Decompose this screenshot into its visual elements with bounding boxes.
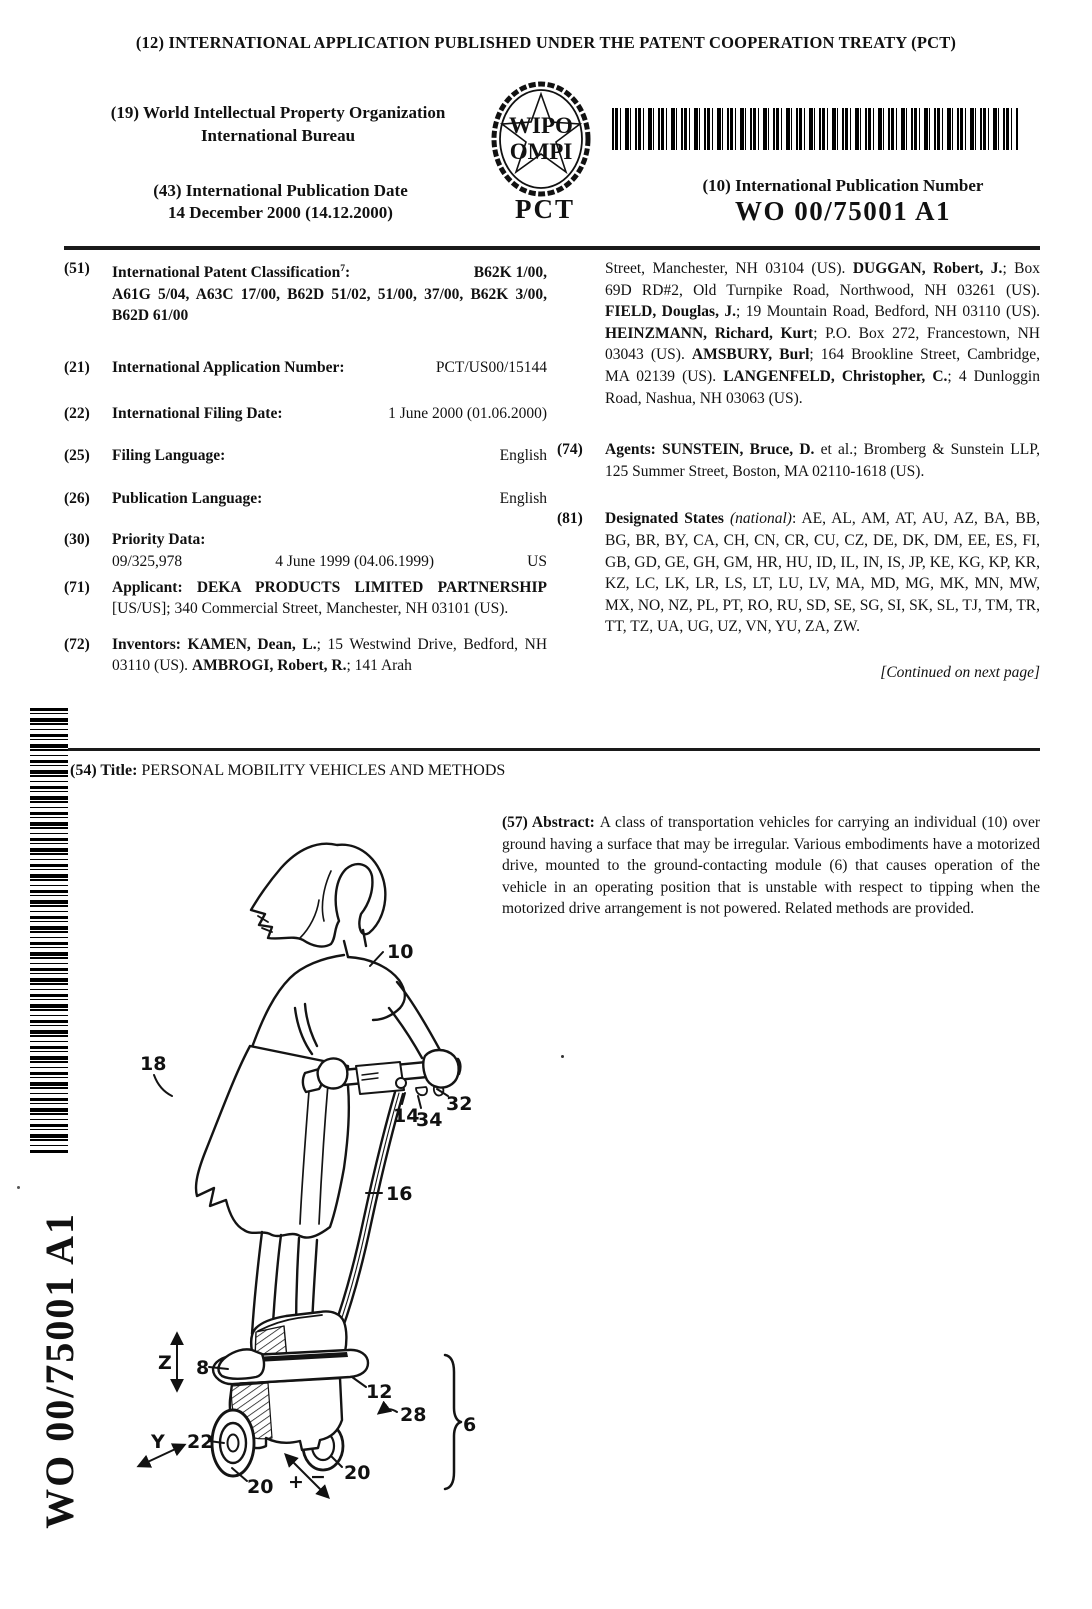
priority-date: 4 June 1999 (04.06.1999): [275, 552, 435, 570]
application-number-label: International Application Number:: [112, 358, 345, 376]
inventors-text: Inventors: KAMEN, Dean, L.; 15 Westwind Drive, Bedford, NH 03110 (US). AMBROGI, Robert, R.; 141 Arah: [112, 635, 548, 675]
pct-header-line: (12) INTERNATIONAL APPLICATION PUBLISHED UNDER THE PATENT COOPERATION TREATY (PCT): [135, 33, 957, 52]
ref-10: 10: [387, 941, 414, 963]
ref-20-right: 20: [344, 1462, 371, 1484]
filing-date-value: 1 June 2000 (01.06.2000): [388, 404, 547, 422]
publication-date-value: 14 December 2000 (14.12.2000): [168, 203, 393, 222]
application-number-value: PCT/US00/15144: [435, 358, 547, 376]
filing-language-label: Filing Language:: [112, 447, 226, 465]
ref-6: 6: [463, 1414, 477, 1436]
ref-16: 16: [386, 1183, 413, 1205]
field-number: (51): [64, 260, 90, 277]
barcode-icon-vertical: [30, 708, 68, 1154]
ref-18: 18: [140, 1053, 167, 1075]
priority-country: US: [527, 552, 547, 570]
agents-text: Agents: SUNSTEIN, Bruce, D. et al.; Bromberg & Sunstein LLP, 125 Summer Street, Boston, MA 02110-1618 (US).: [605, 441, 1040, 480]
priority-application: 09/325,978: [112, 552, 183, 570]
field-number: (30): [64, 531, 90, 549]
wipo-org-line1: (19) World Intellectual Property Organization: [110, 103, 446, 122]
wipo-globe-logo-icon: [490, 80, 592, 198]
bibliography-right-column: [557, 258, 1040, 684]
ref-22: 22: [187, 1431, 214, 1453]
publication-date-block: [98, 180, 463, 224]
publication-date-label: (43) International Publication Date: [153, 181, 408, 200]
field-number: (26): [64, 489, 90, 507]
barcode-icon: [612, 108, 1018, 150]
continued-on-next-page: [Continued on next page]: [880, 663, 1040, 681]
ipc-first-code: B62K 1/00,: [473, 264, 547, 282]
field-21-application-number: [64, 357, 547, 379]
publication-language-label: Publication Language:: [112, 489, 263, 507]
wipo-org-block: [78, 101, 478, 147]
ref-28: 28: [400, 1404, 427, 1426]
field-number: (71): [64, 578, 90, 596]
wipo-org-line2: International Bureau: [200, 126, 356, 145]
axis-minus-label: −: [310, 1466, 326, 1488]
figure-1-drawing: [110, 830, 480, 1520]
field-22-filing-date: [64, 403, 547, 425]
abstract-paragraph: (57) Abstract: A class of transportation vehicles for carrying an individual (10) over ground having a surface that may be irregular. Various embodiments have a motorized drive, mounted to the ground-contacting module (6) that causes operation of the vehicle in an operating position that is unstable with respect to tipping when the motorized drive arrangement is not powered. Related methods are provided.: [502, 814, 1040, 918]
field-26-publication-language: [64, 488, 547, 510]
bibliography-left-column: [64, 258, 547, 677]
side-publication-number: WO 00/75001 A1: [36, 1212, 82, 1529]
publication-number-value: WO 00/75001 A1: [734, 196, 951, 226]
applicant-text: Applicant: DEKA PRODUCTS LIMITED PARTNERSHIP [US/US]; 340 Commercial Street, Manchester, NH 03101 (US).: [112, 578, 547, 618]
header-divider: [64, 246, 1040, 250]
field-71-applicant: [64, 577, 547, 620]
field-number: (74): [557, 441, 583, 459]
scan-artifact-dot: [561, 1055, 564, 1058]
ipc-label: International Patent Classification$^7$:: [112, 263, 351, 282]
title-section-divider: [66, 748, 1040, 751]
field-30-priority-data: [64, 529, 547, 572]
publication-language-value: English: [499, 489, 547, 507]
designated-states-text: Designated States (national): AE, AL, AM, AT, AU, AZ, BA, BB, BG, BR, BY, CA, CH, CN, CR, CU, CZ, DE, DK, DM, EE, ES, FI, GB, GD, GE, GH, GM, HR, HU, ID, IL, IN, IS, JP, KE, KG, KP, KR, KZ, LC, LK, LR, LS, LT, LU, LV, MA, MD, MG, MK, MN, MW, MX, NO, NZ, PL, PT, RO, RU, SD, SE, SG, SI, SK, SL, TJ, TM, TR, TT, TZ, UA, UG, UZ, VN, YU, ZA, ZW.: [605, 510, 1040, 636]
inventors-continued-text: Street, Manchester, NH 03104 (US). DUGGAN, Robert, J.; Box 69D RD#2, Old Turnpike Road, Northwood, NH 03261 (US). FIELD, Douglas, J.; 19 Mountain Road, Bedford, NH 03110 (US). HEINZMANN, Richard, Kurt; P.O. Box 272, Francestown, NH 03043 (US). AMSBURY, Burl; 164 Brookline Street, Cambridge, MA 02139 (US). LANGENFELD, Christopher, C.; 4 Dunloggin Road, Nashua, NH 03063 (US).: [605, 260, 1041, 407]
field-number: (72): [64, 635, 90, 653]
ipc-codes: A61G 5/04, A63C 17/00, B62D 51/02, 51/00, 37/00, B62K 3/00, B62D 61/00: [112, 285, 547, 325]
field-74-agents: [557, 439, 1040, 482]
ref-8: 8: [196, 1357, 210, 1379]
field-number: (22): [64, 404, 90, 422]
axis-plus-label: +: [288, 1471, 304, 1493]
field-number: (81): [557, 510, 583, 528]
field-25-filing-language: [64, 445, 547, 467]
filing-language-value: English: [499, 447, 547, 465]
axis-z-label: Z: [158, 1352, 172, 1374]
publication-number-label: (10) International Publication Number: [702, 176, 984, 195]
inventors-continued: [557, 258, 1040, 409]
filing-date-label: International Filing Date:: [112, 404, 283, 422]
rider-figure: [196, 844, 441, 1340]
ref-12: 12: [366, 1381, 393, 1403]
field-51-ipc: [64, 258, 547, 327]
pct-label: PCT: [515, 194, 575, 224]
logo-text-wipo: WIPO: [509, 113, 573, 138]
logo-text-ompi: OMPI: [509, 139, 573, 164]
axis-y-label: Y: [151, 1431, 165, 1453]
ref-34: 34: [416, 1109, 443, 1131]
ref-14: 14: [393, 1105, 420, 1127]
field-72-inventors: [64, 634, 547, 677]
scan-artifact-dot: [17, 1186, 20, 1189]
ref-32: 32: [446, 1093, 473, 1115]
priority-data-label: Priority Data:: [112, 531, 206, 549]
field-number: (21): [64, 358, 90, 376]
title-line: (54) Title: PERSONAL MOBILITY VEHICLES AND METHODS: [70, 762, 506, 779]
field-number: (25): [64, 447, 90, 465]
field-81-designated-states: [557, 508, 1040, 638]
ref-20-left: 20: [247, 1476, 274, 1498]
